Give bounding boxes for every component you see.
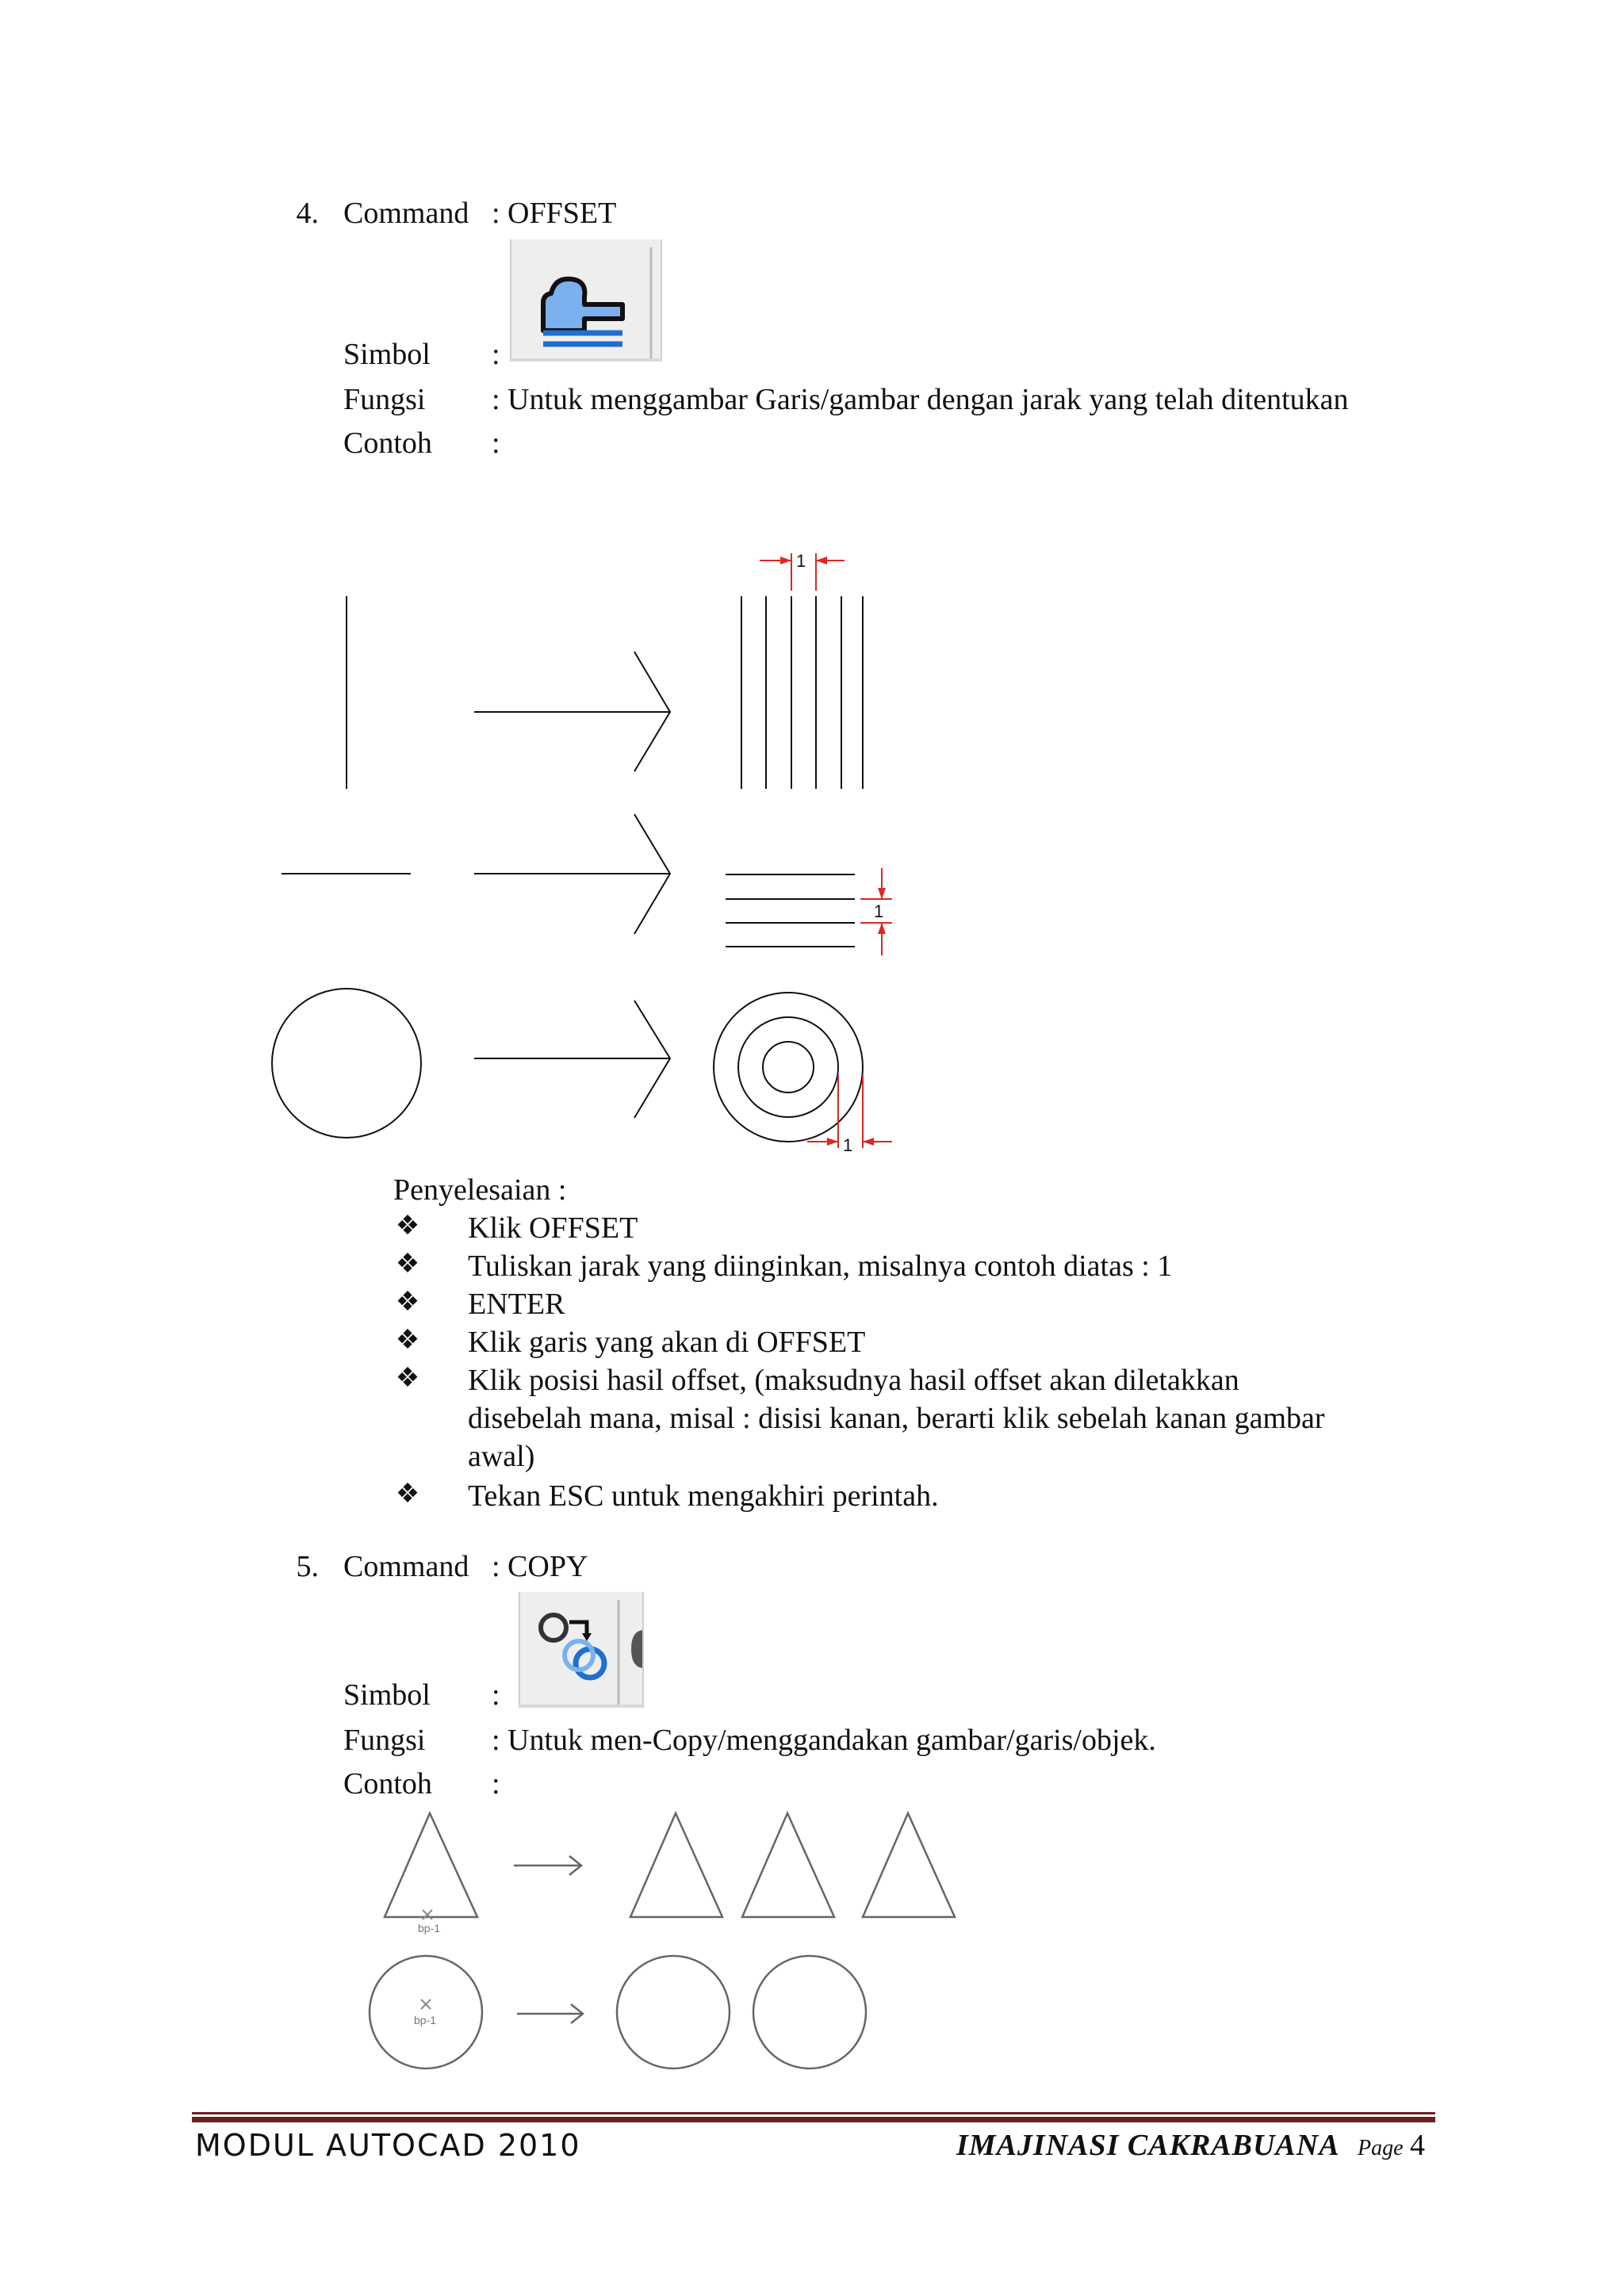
offset-vertical-lines (741, 596, 863, 789)
step-item: Tuliskan jarak yang diinginkan, misalnya contoh diatas : 1 (468, 1249, 1173, 1283)
base-point-marker (421, 1999, 431, 2009)
dimension-label-right: 1 (874, 901, 884, 921)
penyelesaian-heading: Penyelesaian : (393, 1173, 567, 1207)
footer-module-title: MODUL AUTOCAD 2010 (195, 2128, 581, 2163)
step-item-continuation: disebelah mana, misal : disisi kanan, berarti klik sebelah kanan gambar (468, 1402, 1325, 1435)
offset-example-drawing (262, 539, 912, 1165)
section5-simbol-label: Simbol (343, 1678, 431, 1712)
step-item: Klik OFFSET (468, 1211, 638, 1245)
footer-page-word: Page (1358, 2136, 1404, 2160)
diamond-bullet-icon: ❖ (395, 1249, 420, 1279)
section4-fungsi-label: Fungsi (343, 383, 426, 416)
step-item: Klik posisi hasil offset, (maksudnya hasil offset akan diletakkan (468, 1364, 1239, 1397)
arrow-right-icon (474, 652, 670, 771)
step-item: Klik garis yang akan di OFFSET (468, 1326, 866, 1359)
copied-circle (753, 1956, 866, 2068)
section4-command-value: : OFFSET (492, 197, 617, 230)
offset-icon (510, 239, 662, 362)
copied-triangle (630, 1813, 722, 1917)
section4-command-label: Command (343, 197, 469, 230)
arrow-right-icon (474, 1001, 670, 1118)
offset-horizontal-lines (726, 874, 855, 947)
original-circle (370, 1956, 482, 2068)
section5-contoh-colon: : (492, 1767, 500, 1800)
base-point-label: bp-1 (418, 1922, 441, 1934)
offset-concentric-circles (714, 993, 863, 1142)
diamond-bullet-icon: ❖ (395, 1211, 420, 1241)
copied-circle (617, 1956, 730, 2068)
step-item-continuation: awal) (468, 1440, 535, 1473)
diamond-bullet-icon: ❖ (395, 1364, 420, 1393)
arrow-right-icon (514, 1856, 581, 1875)
step-item: ENTER (468, 1288, 565, 1321)
copied-triangle (742, 1813, 834, 1917)
footer-author: IMAJINASI CAKRABUANA (956, 2129, 1340, 2162)
step-item: Tekan ESC untuk mengakhiri perintah. (468, 1479, 939, 1513)
diamond-bullet-icon: ❖ (395, 1326, 420, 1355)
diamond-bullet-icon: ❖ (395, 1288, 420, 1317)
arrow-right-icon (517, 2004, 583, 2023)
section4-fungsi-value: : Untuk menggambar Garis/gambar dengan jarak yang telah ditentukan (492, 383, 1349, 416)
section5-fungsi-label: Fungsi (343, 1724, 426, 1757)
section5-fungsi-value: : Untuk men-Copy/menggandakan gambar/garis/objek. (492, 1724, 1156, 1757)
section5-command-value: : COPY (492, 1550, 588, 1583)
original-circle (272, 989, 421, 1138)
dimension-label-bottom: 1 (843, 1135, 853, 1155)
footer-rule-bottom (192, 2117, 1435, 2122)
section4-contoh-colon: : (492, 427, 500, 460)
section5-contoh-label: Contoh (343, 1767, 432, 1800)
copy-icon (519, 1592, 644, 1708)
base-point-label: bp-1 (414, 2014, 437, 2026)
section4-simbol-colon: : (492, 338, 500, 371)
copy-example-drawing (357, 1800, 975, 2085)
arrow-right-icon (474, 814, 670, 934)
section4-simbol-label: Simbol (343, 338, 431, 371)
section4-number: 4. (296, 197, 319, 230)
section5-simbol-colon: : (492, 1678, 500, 1712)
original-triangle (385, 1813, 477, 1917)
footer-page-number: 4 (1410, 2129, 1425, 2162)
section5-number: 5. (296, 1550, 319, 1583)
section5-command-label: Command (343, 1550, 469, 1583)
copied-triangle (863, 1813, 955, 1917)
footer-rule-top (192, 2112, 1435, 2114)
diamond-bullet-icon: ❖ (395, 1479, 420, 1509)
section4-contoh-label: Contoh (343, 427, 432, 460)
dimension-label-top: 1 (796, 551, 806, 571)
